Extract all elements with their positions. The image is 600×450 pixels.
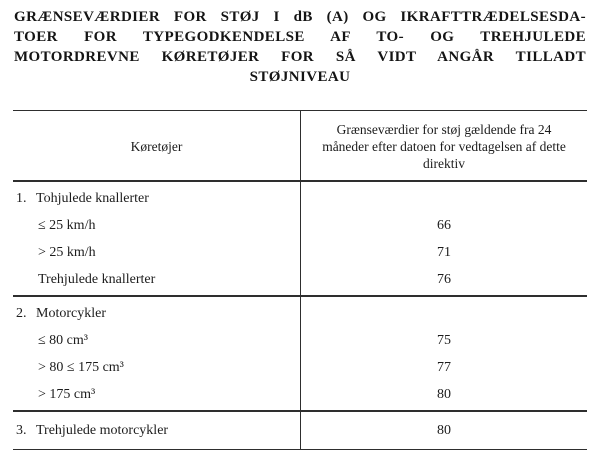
- row-value: 80: [300, 381, 587, 410]
- row-label: ≤ 25 km/h: [38, 218, 96, 233]
- table-row: [13, 266, 587, 295]
- row-label: > 175 cm³: [38, 387, 96, 402]
- row-number: 2.: [16, 306, 27, 321]
- row-label: [13, 412, 300, 449]
- row-label: > 25 km/h: [38, 245, 96, 260]
- column-header-limits: [300, 111, 587, 180]
- title-line-2: TOER FOR TYPEGODKENDELSE AF TO- OG TREHJULEDE: [14, 29, 586, 45]
- table-row: [13, 182, 587, 212]
- column-header-vehicles: Køretøjer: [130, 138, 183, 154]
- row-label: ≤ 80 cm³: [38, 333, 88, 348]
- row-number: 3.: [16, 423, 27, 438]
- table-header: [13, 111, 587, 182]
- table-row: [13, 297, 587, 327]
- row-label-text: Trehjulede motorcykler: [36, 423, 169, 438]
- row-value: [300, 297, 587, 327]
- row-value: 75: [300, 327, 587, 354]
- document-title: [0, 0, 600, 87]
- row-value: 71: [300, 239, 587, 266]
- row-value: [300, 182, 587, 212]
- table-row: [13, 327, 587, 354]
- table-header-row: [13, 111, 587, 180]
- row-number: 1.: [16, 191, 27, 206]
- table-section-motorcycles: [13, 297, 587, 412]
- row-label: > 80 ≤ 175 cm³: [38, 360, 124, 375]
- row-value: 80: [300, 412, 587, 449]
- table-row: [13, 354, 587, 381]
- row-label-text: Motorcykler: [36, 306, 106, 321]
- row-label: [13, 297, 300, 327]
- table-section-three-wheeled-motorcycles: [13, 412, 587, 449]
- row-value: 66: [300, 212, 587, 239]
- table-row: [13, 212, 587, 239]
- title-line-1: GRÆNSEVÆRDIER FOR STØJ I dB (A) OG IKRAFTTRÆDELSESDA-: [14, 9, 586, 25]
- title-line-3: MOTORDREVNE KØRETØJER FOR SÅ VIDT ANGÅR TILLADT: [14, 49, 586, 65]
- row-label-text: Tohjulede knallerter: [36, 191, 149, 206]
- table-row: [13, 239, 587, 266]
- title-line-4: STØJNIVEAU: [249, 69, 351, 85]
- table-row: [13, 412, 587, 449]
- table-row: [13, 381, 587, 410]
- row-value: 76: [300, 266, 587, 295]
- table-section-mopeds: [13, 182, 587, 297]
- noise-limit-table: [13, 110, 587, 450]
- row-label: Trehjulede knallerter: [38, 272, 156, 287]
- column-header-limits-text: Grænseværdier for støj gældende fra 24 måneder efter datoen for vedtagelsen af dette direktiv: [322, 121, 566, 171]
- row-value: 77: [300, 354, 587, 381]
- row-label: [13, 182, 300, 212]
